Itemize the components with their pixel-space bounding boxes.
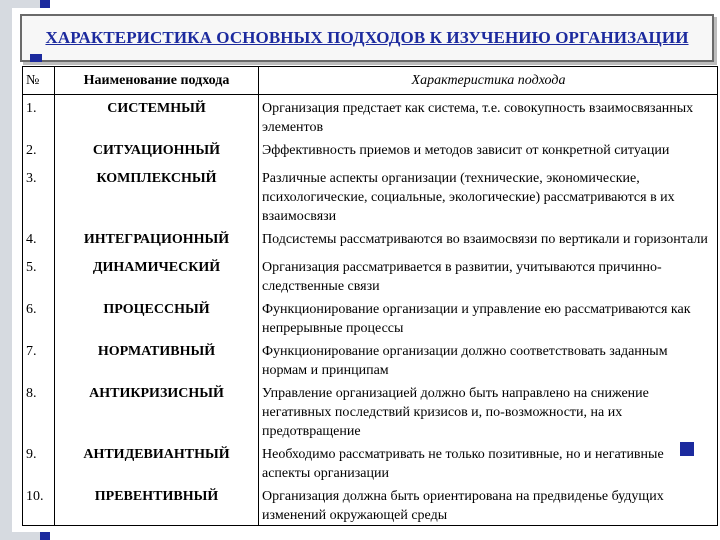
row-desc: Подсистемы рассматриваются во взаимосвязи по вертикали и горизонтали [262,232,708,247]
decorative-notch [30,54,42,62]
row-num: 9. [23,441,55,483]
row-name: ДИНАМИЧЕСКИЙ [55,254,259,296]
row-desc: Эффективность приемов и методов зависит от конкретной ситуации [262,143,670,158]
row-name: ИНТЕГРАЦИОННЫЙ [55,226,259,254]
row-name: КОМПЛЕКСНЫЙ [55,165,259,226]
row-name: ПРЕВЕНТИВНЫЙ [55,483,259,525]
row-desc: Организация предстает как система, т.е. совокупность взаимосвязанных элементов [262,101,694,135]
row-desc: Различные аспекты организации (технические, экономические, психологические, социальные, экологические) рассматриваются в их взаимосвязи [262,171,675,224]
header-num: № [23,67,55,95]
row-num: 1. [23,95,55,137]
row-num: 5. [23,254,55,296]
row-num: 7. [23,338,55,380]
header-desc: Характеристика подхода [259,67,717,95]
row-name: СИСТЕМНЫЙ [55,95,259,137]
row-num: 8. [23,380,55,441]
header-name: Наименование подхода [55,67,259,95]
slide [12,8,712,532]
row-desc: Необходимо рассматривать не только позитивные, но и негативные аспекты организации [262,447,664,481]
row-num: 2. [23,137,55,165]
approaches-table [22,66,718,526]
row-name: АНТИКРИЗИСНЫЙ [55,380,259,441]
row-desc: Управление организацией должно быть направлено на снижение негативных последствий кризисов и, по-возможности, на их предотвращение [262,386,649,439]
row-name: НОРМАТИВНЫЙ [55,338,259,380]
row-num: 10. [23,483,55,525]
row-desc: Функционирование организации и управление ею рассматриваются как непрерывные процессы [262,302,691,336]
row-num: 4. [23,226,55,254]
row-desc: Организация должна быть ориентирована на предвиденье будущих изменений окружающей среды [262,489,664,523]
page-title: ХАРАКТЕРИСТИКА ОСНОВНЫХ ПОДХОДОВ К ИЗУЧЕНИЮ ОРГАНИЗАЦИИ [45,28,689,47]
row-desc: Функционирование организации должно соответствовать заданным нормам и принципам [262,344,668,378]
row-num: 6. [23,296,55,338]
title-box [20,14,714,62]
row-name: ПРОЦЕССНЫЙ [55,296,259,338]
row-num: 3. [23,165,55,226]
decorative-square-bullet [680,442,694,456]
row-name: АНТИДЕВИАНТНЫЙ [55,441,259,483]
row-name: СИТУАЦИОННЫЙ [55,137,259,165]
row-desc: Организация рассматривается в развитии, учитываются причинно-следственные связи [262,260,662,294]
